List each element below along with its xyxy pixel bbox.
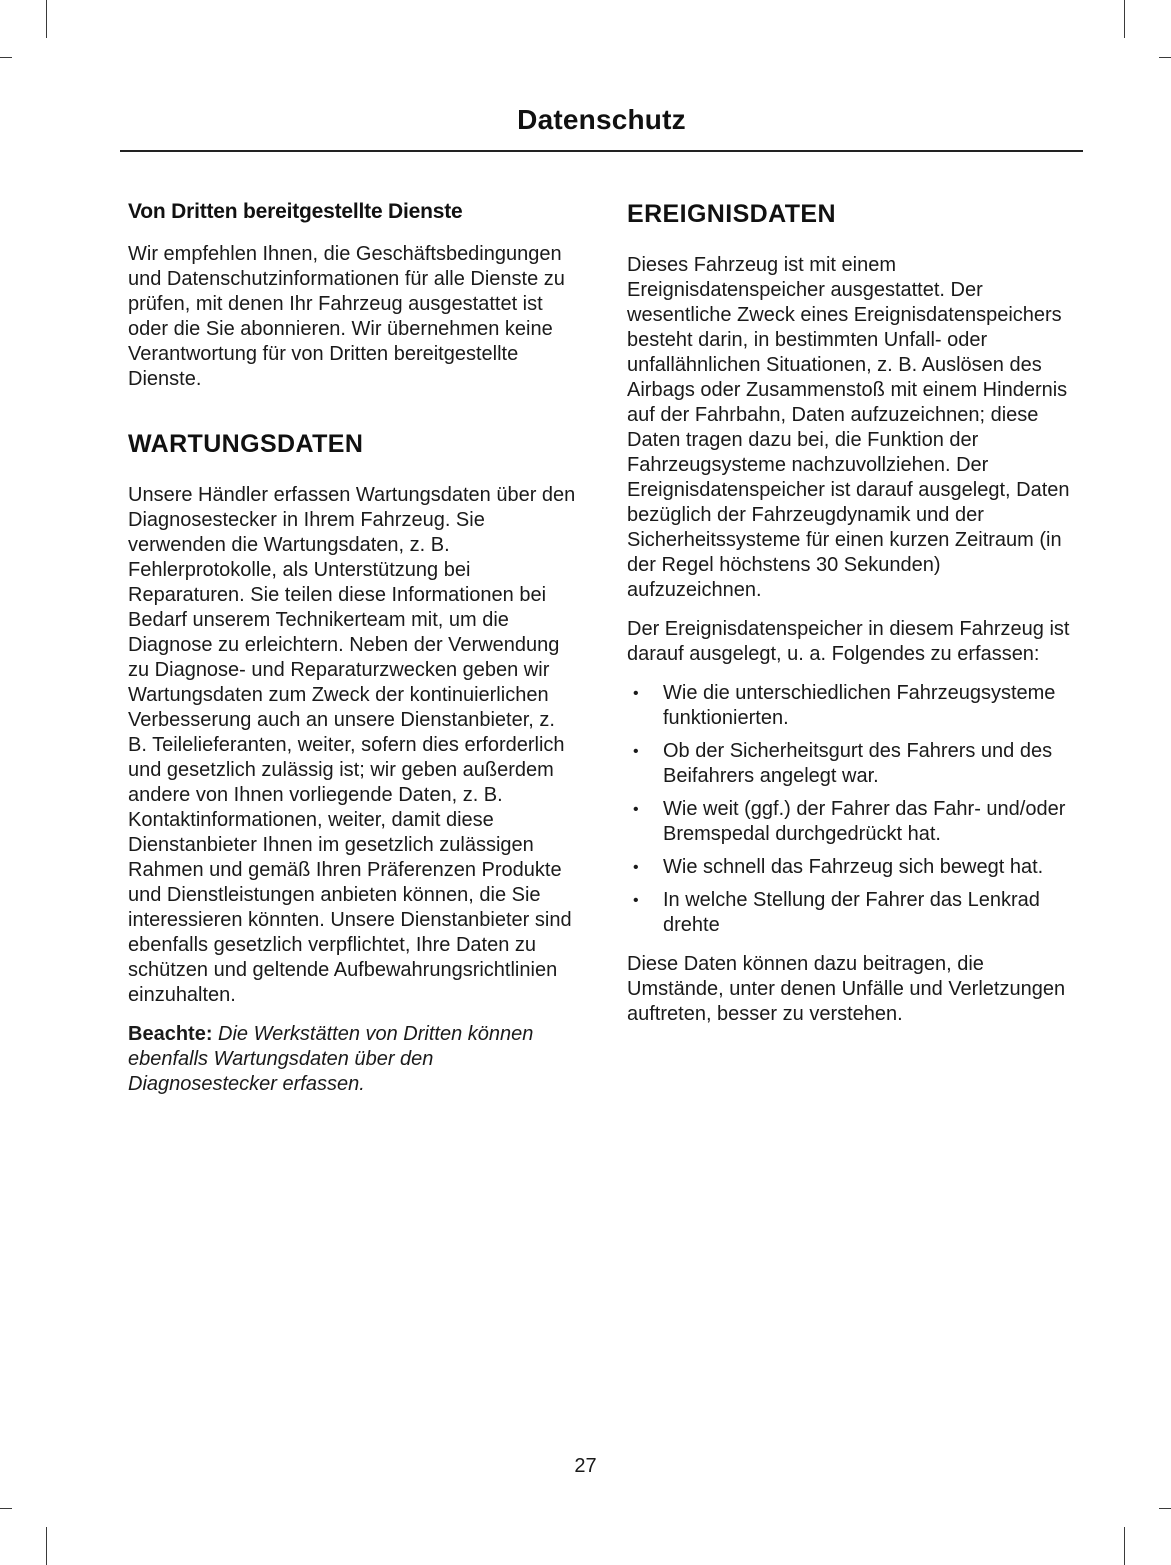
crop-mark-top-right-horizontal [1159, 57, 1171, 58]
bullet-icon: • [633, 801, 639, 818]
page-footer [0, 1455, 1171, 1478]
heading-maintenance-data: WARTUNGSDATEN [128, 430, 364, 458]
list-item-text: Wie weit (ggf.) der Fahrer das Fahr- und/oder Bremspedal durchgedrückt hat. [663, 798, 1066, 845]
crop-mark-top-left-vertical [46, 0, 47, 38]
paragraph-third-party-services: Wir empfehlen Ihnen, die Geschäftsbedingungen und Datenschutzinformationen für alle Dienste zu prüfen, mit denen Ihr Fahrzeug ausgestattet ist oder die Sie abonnieren. Wir übernehmen keine Verantwortung für von Dritten bereitgestellte Dienste. [128, 243, 565, 390]
paragraph-event-data-list-intro: Der Ereignisdatenspeicher in diesem Fahrzeug ist darauf ausgelegt, u. a. Folgendes zu erfassen: [627, 618, 1070, 665]
list-item-text: In welche Stellung der Fahrer das Lenkrad drehte [663, 889, 1040, 936]
list-item-text: Wie schnell das Fahrzeug sich bewegt hat. [663, 856, 1044, 878]
title-divider [120, 150, 1083, 152]
bullet-icon: • [633, 859, 639, 876]
page-number: 27 [574, 1455, 597, 1477]
paragraph-event-data-intro: Dieses Fahrzeug ist mit einem Ereignisdatenspeicher ausgestattet. Der wesentliche Zweck eines Ereignisdatenspeichers besteht darin, in bestimmten Unfall- oder unfallähnlichen Situationen, z. B. Auslösen des Airbags oder Zusammenstoß mit einem Hindernis auf der Fahrbahn, Daten aufzuzeichnen; diese Daten tragen dazu bei, die Funktion der Fahrzeugsysteme nachzuvollziehen. Der Ereignisdatenspeicher ist darauf ausgelegt, Daten bezüglich der Fahrzeugdynamik und der Sicherheitssysteme für einen kurzen Zeitraum (in der Regel höchstens 30 Sekunden) aufzuzeichnen. [627, 254, 1070, 601]
paragraph-event-data-outro: Diese Daten können dazu beitragen, die Umstände, unter denen Unfälle und Verletzungen auftreten, besser zu verstehen. [627, 953, 1066, 1025]
page-header [120, 104, 1083, 152]
note-paragraph [128, 1022, 579, 1097]
crop-mark-top-left-horizontal [0, 57, 12, 58]
list-item [627, 797, 1078, 847]
heading-third-party-services: Von Dritten bereitgestellte Dienste [128, 200, 463, 223]
page-title: Datenschutz [517, 104, 686, 135]
event-data-bullet-list [627, 681, 1078, 938]
note-label: Beachte: [128, 1023, 213, 1045]
list-item-text: Wie die unterschiedlichen Fahrzeugsysteme funktionierten. [663, 682, 1056, 729]
page-content [128, 200, 1078, 1111]
list-item [627, 739, 1078, 789]
list-item [627, 855, 1078, 880]
paragraph-maintenance-data: Unsere Händler erfassen Wartungsdaten über den Diagnosestecker in Ihrem Fahrzeug. Sie verwenden die Wartungsdaten, z. B. Fehlerprotokolle, als Unterstützung bei Reparaturen. Sie teilen diese Informationen bei Bedarf unserem Technikerteam mit, um die Diagnose zu erleichtern. Neben der Verwendung zu Diagnose- und Reparaturzwecken geben wir Wartungsdaten zum Zweck der kontinuierlichen Verbesserung auch an unsere Dienstanbieter, z. B. Teilelieferanten, weiter, sofern dies erforderlich und gesetzlich zulässig ist; wir geben außerdem andere von Ihnen vorliegende Daten, z. B. Kontaktinformationen, weiter, damit diese Dienstanbieter Ihnen im gesetzlich zulässigen Rahmen und gemäß Ihren Präferenzen Produkte und Dienstleistungen anbieten können, die Sie interessieren könnten. Unsere Dienstanbieter sind ebenfalls gesetzlich verpflichtet, Ihre Daten zu schützen und geltende Aufbewahrungsrichtlinien einzuhalten. [128, 484, 576, 1006]
bullet-icon: • [633, 685, 639, 702]
crop-mark-bottom-left-vertical [46, 1527, 47, 1565]
list-item [627, 888, 1078, 938]
crop-mark-bottom-right-vertical [1124, 1527, 1125, 1565]
heading-event-data: EREIGNISDATEN [627, 200, 836, 228]
crop-mark-bottom-right-horizontal [1159, 1508, 1171, 1509]
crop-mark-top-right-vertical [1124, 0, 1125, 38]
bullet-icon: • [633, 743, 639, 760]
crop-mark-bottom-left-horizontal [0, 1508, 12, 1509]
left-column [128, 200, 579, 1111]
note-text: Die Werkstätten von Dritten können ebenfalls Wartungsdaten über den Diagnosestecker erfassen. [128, 1023, 534, 1095]
list-item [627, 681, 1078, 731]
right-column [627, 200, 1078, 1111]
list-item-text: Ob der Sicherheitsgurt des Fahrers und des Beifahrers angelegt war. [663, 740, 1053, 787]
bullet-icon: • [633, 892, 639, 909]
